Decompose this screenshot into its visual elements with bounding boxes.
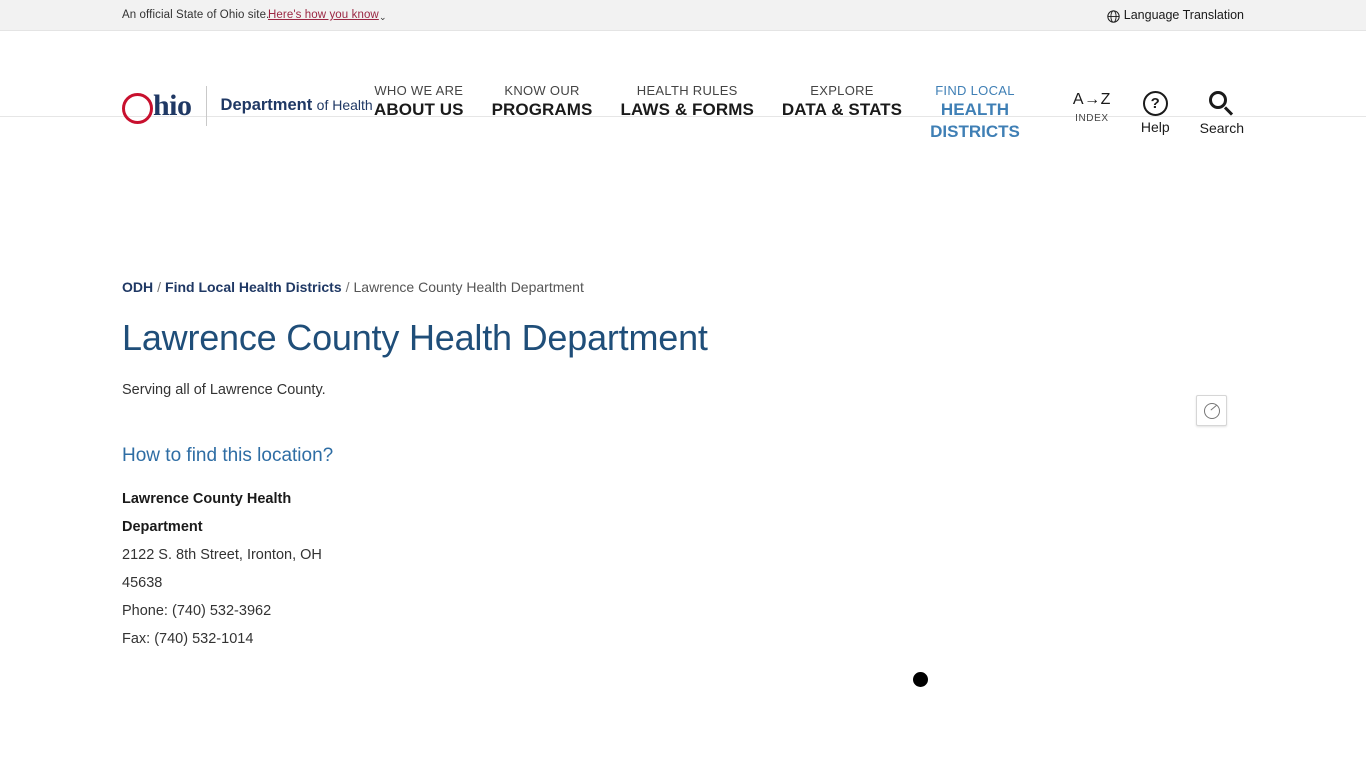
- address-phone: Phone: (740) 532-3962: [122, 603, 272, 619]
- section-heading-how-to-find: How to find this location?: [122, 445, 334, 466]
- chevron-down-icon[interactable]: ⌄: [379, 12, 387, 22]
- address-name-line1: Lawrence County Health: [122, 491, 292, 507]
- how-you-know-link[interactable]: Here's how you know: [268, 9, 379, 21]
- breadcrumb-odh[interactable]: ODH: [122, 279, 154, 295]
- main-content: [0, 117, 1366, 647]
- nav-item-health-districts-label2: DISTRICTS: [930, 121, 1020, 141]
- nav-item-data-stats-label: DATA & STATS: [781, 100, 903, 120]
- nav-item-laws-forms-label: LAWS & FORMS: [620, 100, 754, 120]
- breadcrumb-find-local-health-districts[interactable]: Find Local Health Districts: [165, 279, 342, 295]
- breadcrumb-separator-2: /: [345, 279, 350, 295]
- nav-item-about-us-label: ABOUT US: [374, 100, 464, 120]
- breadcrumb-separator-1: /: [157, 279, 162, 295]
- breadcrumb: [122, 279, 584, 295]
- address-street-line2: 45638: [122, 575, 163, 591]
- address-fax: Fax: (740) 532-1014: [122, 631, 254, 647]
- search-label: Search: [1199, 120, 1244, 136]
- address-street-line1: 2122 S. 8th Street, Ironton, OH: [122, 547, 322, 563]
- nav-item-about-us-top: WHO WE ARE: [374, 83, 464, 98]
- question-mark-icon: ?: [1143, 91, 1168, 116]
- nav-item-data-stats-top: EXPLORE: [810, 83, 874, 98]
- nav-item-programs-label: PROGRAMS: [491, 100, 593, 120]
- site-header: [0, 31, 1366, 141]
- language-translation-button[interactable]: [1107, 8, 1244, 22]
- nav-item-health-districts-label: HEALTH: [940, 100, 1010, 120]
- page-title: Lawrence County Health Department: [122, 317, 708, 358]
- az-index-label: INDEX: [1075, 113, 1109, 124]
- department-line1: Department: [220, 96, 313, 115]
- globe-icon: [1107, 10, 1120, 23]
- az-index-glyph: A→Z: [1072, 91, 1111, 108]
- nav-item-laws-forms-top: HEALTH RULES: [636, 83, 738, 98]
- address-name-line2: Department: [122, 519, 203, 535]
- gov-banner: [0, 0, 1366, 31]
- map-compass-button[interactable]: [1196, 395, 1227, 426]
- department-wordmark: [221, 96, 373, 115]
- department-line2: of Health: [316, 97, 373, 114]
- breadcrumb-current: Lawrence County Health Department: [353, 279, 584, 295]
- help-label: Help: [1140, 119, 1170, 135]
- nav-item-programs-top: KNOW OUR: [504, 83, 580, 98]
- intro-text: Serving all of Lawrence County.: [122, 382, 326, 398]
- search-icon: [1209, 91, 1235, 117]
- address-block: [122, 485, 337, 653]
- gov-banner-text: An official State of Ohio site.: [122, 9, 270, 21]
- map-location-marker[interactable]: [913, 672, 928, 687]
- language-translation-label: Language Translation: [1123, 8, 1244, 22]
- nav-item-health-districts-top: FIND LOCAL: [935, 83, 1015, 98]
- ohio-wordmark-text: hio: [153, 89, 192, 122]
